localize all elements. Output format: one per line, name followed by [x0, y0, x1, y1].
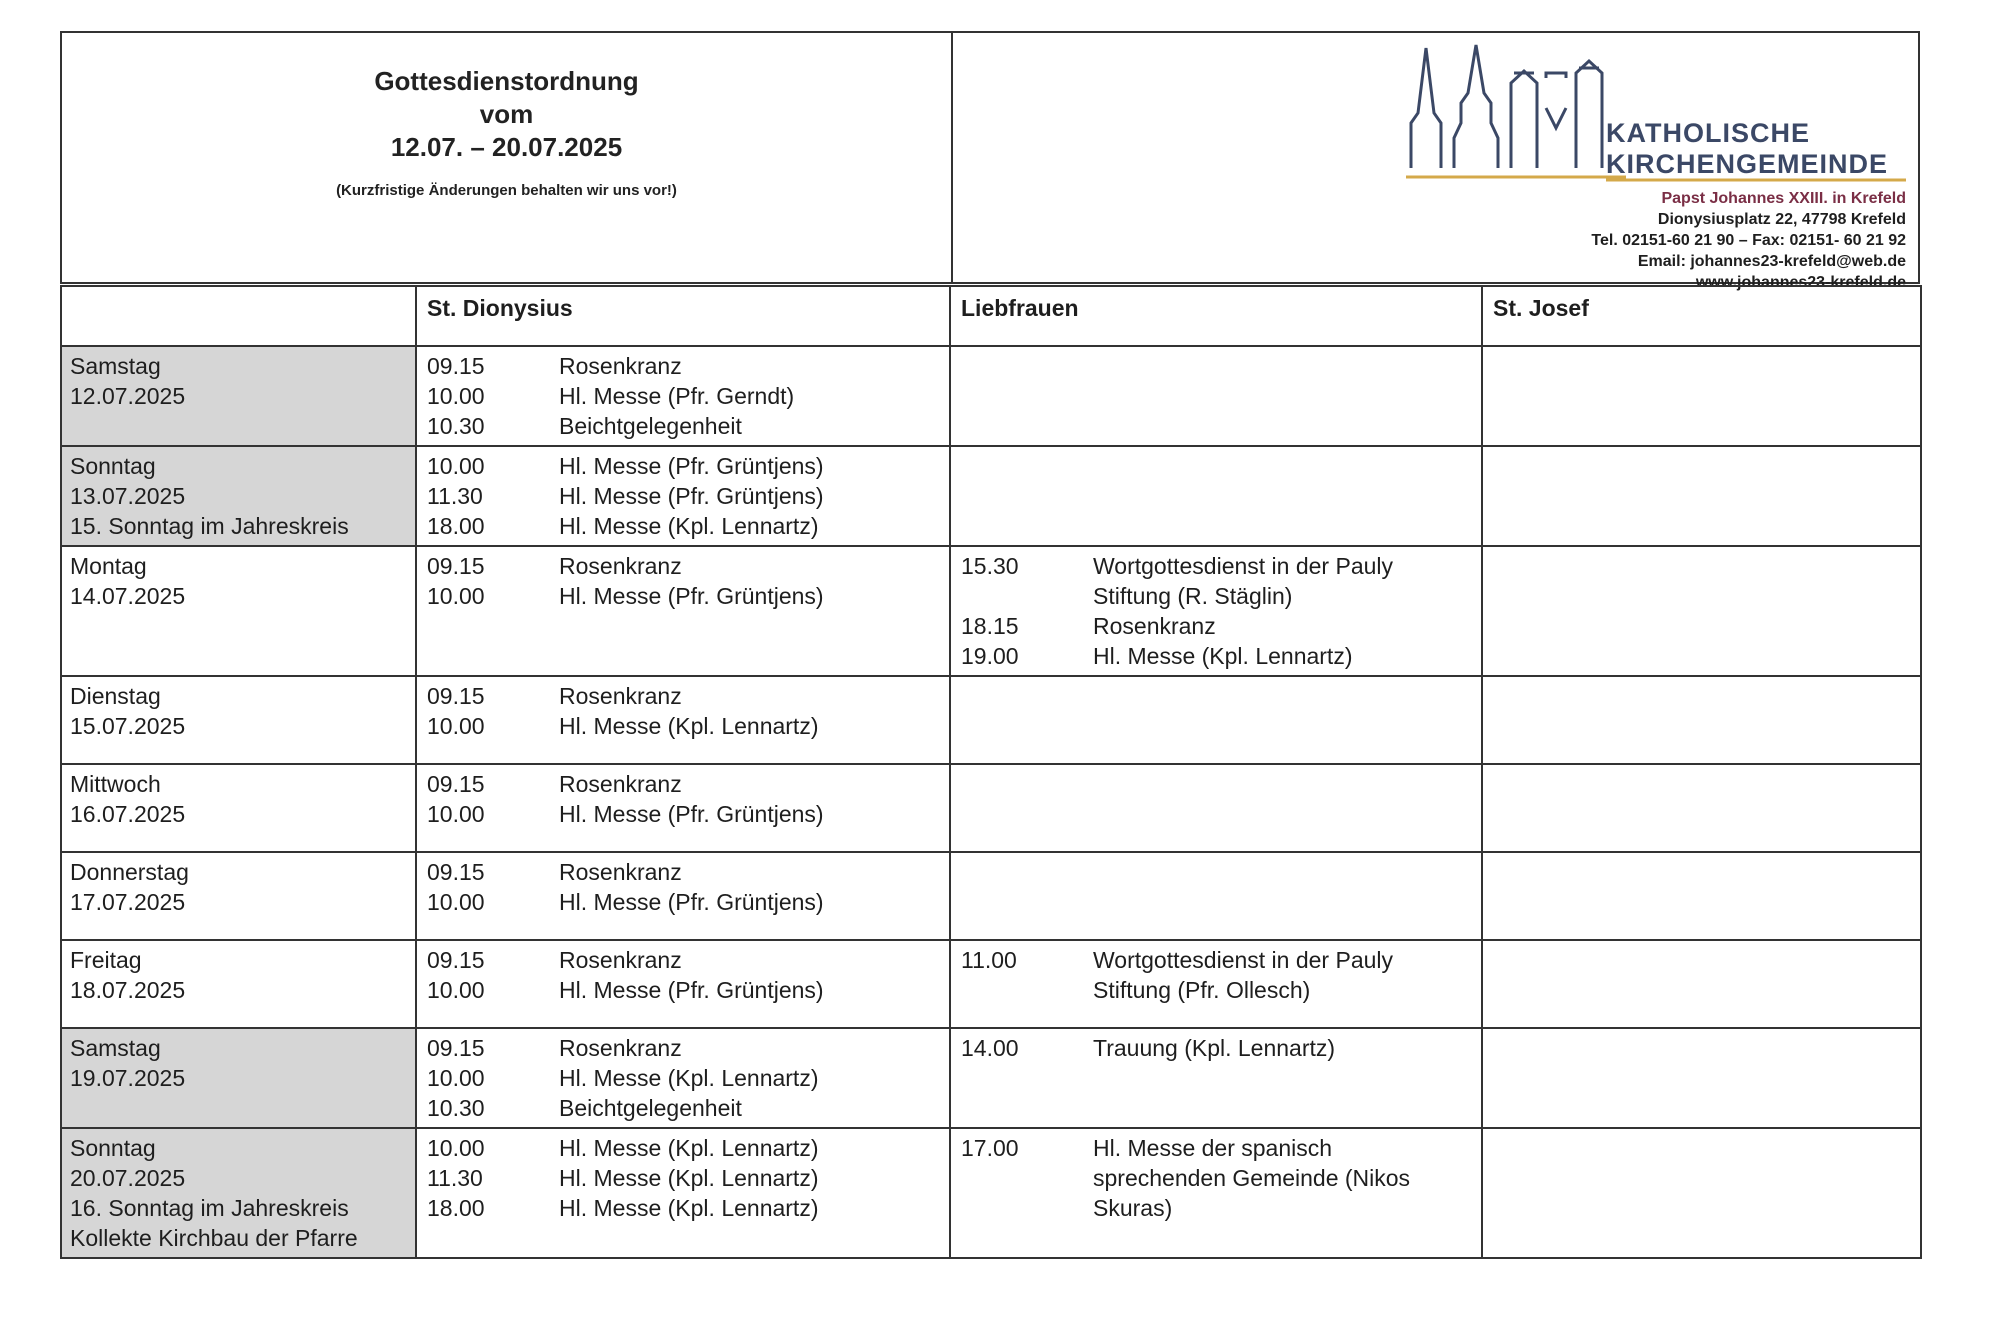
service-description: Hl. Messe (Pfr. Grüntjens)	[559, 977, 824, 1003]
service-description: Rosenkranz	[559, 859, 682, 885]
josef-cell	[1482, 852, 1921, 940]
day-line: Freitag	[70, 947, 142, 973]
contact-block	[1591, 188, 1906, 293]
service-description: Hl. Messe (Pfr. Grüntjens)	[559, 801, 824, 827]
service-description: Hl. Messe (Kpl. Lennartz)	[559, 1165, 819, 1191]
service-time: 10.00	[427, 713, 485, 739]
service-description: Hl. Messe (Pfr. Grüntjens)	[559, 889, 824, 915]
service-time: 11.30	[427, 483, 483, 509]
service-time: 14.00	[961, 1035, 1019, 1061]
josef-cell	[1482, 1028, 1921, 1128]
dionysius-cell	[416, 940, 950, 1028]
service-time: 17.00	[961, 1135, 1019, 1161]
service-time: 09.15	[427, 553, 485, 579]
dionysius-cell	[416, 1128, 950, 1258]
service-entry	[427, 711, 939, 741]
title-note: (Kurzfristige Änderungen behalten wir uns vor!)	[336, 182, 677, 199]
schedule-row	[61, 1128, 1921, 1258]
day-line: 14.07.2025	[70, 583, 186, 609]
liebfrauen-cell	[950, 764, 1482, 852]
service-description: Rosenkranz	[559, 771, 682, 797]
service-description: Hl. Messe (Pfr. Grüntjens)	[559, 453, 824, 479]
day-cell	[61, 852, 416, 940]
service-description: Hl. Messe (Kpl. Lennartz)	[559, 713, 819, 739]
day-cell	[61, 346, 416, 446]
service-time: 11.30	[427, 1165, 483, 1191]
service-description: Hl. Messe (Kpl. Lennartz)	[559, 513, 819, 539]
liebfrauen-cell	[950, 940, 1482, 1028]
service-description: Wortgottesdienst in der Pauly Stiftung (Pfr. Ollesch)	[1093, 947, 1394, 1003]
org-email: Email: johannes23-krefeld@web.de	[1637, 253, 1906, 270]
liebfrauen-cell	[950, 546, 1482, 676]
service-description: Trauung (Kpl. Lennartz)	[1093, 1035, 1336, 1061]
service-time: 10.00	[427, 977, 485, 1003]
service-description: Rosenkranz	[559, 683, 682, 709]
service-description: Hl. Messe (Pfr. Grüntjens)	[559, 583, 824, 609]
service-description: Hl. Messe (Pfr. Gerndt)	[559, 383, 795, 409]
liebfrauen-cell	[950, 676, 1482, 764]
josef-cell	[1482, 1128, 1921, 1258]
service-entry	[427, 381, 939, 411]
header-box	[60, 31, 1920, 291]
service-entry	[427, 799, 939, 829]
title-line-1: Gottesdienstordnung	[374, 66, 639, 96]
service-description: Wortgottesdienst in der Pauly Stiftung (R. Stäglin)	[1093, 553, 1394, 609]
service-time: 19.00	[961, 643, 1019, 669]
day-line: Montag	[70, 553, 147, 579]
service-time: 09.15	[427, 771, 485, 797]
service-time: 09.15	[427, 1035, 485, 1061]
day-line: Donnerstag	[70, 859, 189, 885]
service-time: 09.15	[427, 683, 485, 709]
day-cell	[61, 546, 416, 676]
liebfrauen-cell	[950, 346, 1482, 446]
day-line: Samstag	[70, 353, 161, 379]
day-line: 20.07.2025	[70, 1165, 186, 1191]
day-line: 15.07.2025	[70, 713, 186, 739]
day-cell	[61, 446, 416, 546]
service-entry	[427, 351, 939, 381]
day-line: 13.07.2025	[70, 483, 186, 509]
service-description: Hl. Messe (Pfr. Grüntjens)	[559, 483, 824, 509]
service-time: 18.15	[961, 613, 1019, 639]
service-time: 09.15	[427, 353, 485, 379]
schedule-table	[60, 285, 1922, 1259]
dionysius-cell	[416, 446, 950, 546]
schedule-row	[61, 764, 1921, 852]
dionysius-cell	[416, 546, 950, 676]
day-cell	[61, 1028, 416, 1128]
org-address: Dionysiusplatz 22, 47798 Krefeld	[1657, 211, 1906, 228]
org-website: www.johannes23-krefeld.de	[1695, 274, 1906, 291]
day-line: Sonntag	[70, 453, 156, 479]
service-description: Hl. Messe (Kpl. Lennartz)	[559, 1195, 819, 1221]
service-entry	[427, 857, 939, 887]
schedule-row	[61, 852, 1921, 940]
service-time: 10.00	[427, 1135, 485, 1161]
schedule-row	[61, 676, 1921, 764]
column-header-row	[61, 286, 1921, 346]
service-entry	[427, 975, 939, 1005]
schedule-row	[61, 1028, 1921, 1128]
column-header-st-josef: St. Josef	[1482, 286, 1921, 346]
service-time: 18.00	[427, 1195, 485, 1221]
service-entry	[961, 641, 1471, 671]
service-entry	[427, 945, 939, 975]
service-entry	[427, 887, 939, 917]
day-line: 19.07.2025	[70, 1065, 186, 1091]
column-header-st-dionysius: St. Dionysius	[416, 286, 950, 346]
service-entry	[427, 451, 939, 481]
dionysius-cell	[416, 764, 950, 852]
service-time: 18.00	[427, 513, 485, 539]
service-description: Beichtgelegenheit	[559, 1095, 742, 1121]
day-line: Dienstag	[70, 683, 161, 709]
day-cell	[61, 940, 416, 1028]
josef-cell	[1482, 446, 1921, 546]
day-line: Kollekte Kirchbau der Pfarre	[70, 1225, 358, 1251]
title-line-3: 12.07. – 20.07.2025	[390, 132, 623, 162]
josef-cell	[1482, 940, 1921, 1028]
service-time: 10.00	[427, 583, 485, 609]
day-cell	[61, 676, 416, 764]
service-description: Hl. Messe (Kpl. Lennartz)	[559, 1065, 819, 1091]
service-time: 09.15	[427, 947, 485, 973]
josef-cell	[1482, 546, 1921, 676]
josef-cell	[1482, 764, 1921, 852]
day-line: 15. Sonntag im Jahreskreis	[70, 513, 349, 539]
service-entry	[427, 1133, 939, 1163]
service-entry	[427, 481, 939, 511]
service-description: Beichtgelegenheit	[559, 413, 742, 439]
column-header-liebfrauen: Liebfrauen	[950, 286, 1482, 346]
service-entry	[427, 1033, 939, 1063]
schedule-row	[61, 546, 1921, 676]
service-entry	[427, 1193, 939, 1223]
service-description: Rosenkranz	[1093, 613, 1216, 639]
title-line-2: vom	[479, 99, 534, 129]
josef-cell	[1482, 346, 1921, 446]
liebfrauen-cell	[950, 852, 1482, 940]
dionysius-cell	[416, 852, 950, 940]
day-line: 17.07.2025	[70, 889, 186, 915]
org-subtitle: Papst Johannes XXIII. in Krefeld	[1661, 190, 1906, 207]
service-entry	[961, 945, 1471, 1005]
org-name-line2: KIRCHENGEMEINDE	[1606, 149, 1889, 179]
service-entry	[427, 411, 939, 441]
day-line: 16. Sonntag im Jahreskreis	[70, 1195, 349, 1221]
service-entry	[427, 581, 939, 611]
schedule-row	[61, 346, 1921, 446]
service-entry	[427, 1093, 939, 1123]
org-phone: Tel. 02151-60 21 90 – Fax: 02151- 60 21 92	[1591, 232, 1906, 249]
schedule-row	[61, 446, 1921, 546]
service-time: 09.15	[427, 859, 485, 885]
title-block	[62, 65, 951, 199]
service-entry	[427, 681, 939, 711]
day-line: Mittwoch	[70, 771, 161, 797]
day-line: Samstag	[70, 1035, 161, 1061]
org-name-line1: KATHOLISCHE	[1606, 118, 1810, 148]
service-time: 15.30	[961, 553, 1019, 579]
service-entry	[427, 511, 939, 541]
service-entry	[427, 1063, 939, 1093]
dionysius-cell	[416, 676, 950, 764]
church-skyline-icon	[1406, 43, 1626, 183]
schedule-row	[61, 940, 1921, 1028]
header-divider	[951, 33, 953, 282]
service-time: 10.00	[427, 1065, 485, 1091]
liebfrauen-cell	[950, 446, 1482, 546]
service-entry	[427, 1163, 939, 1193]
schedule-body	[61, 346, 1921, 1258]
service-entry	[961, 611, 1471, 641]
service-entry	[961, 551, 1471, 611]
service-description: Rosenkranz	[559, 1035, 682, 1061]
service-time: 10.30	[427, 1095, 485, 1121]
josef-cell	[1482, 676, 1921, 764]
parish-logo	[1406, 43, 1906, 291]
service-time: 10.00	[427, 383, 485, 409]
service-description: Rosenkranz	[559, 553, 682, 579]
service-description: Hl. Messe der spanisch sprechenden Gemeinde (Nikos Skuras)	[1093, 1135, 1411, 1221]
day-line: Sonntag	[70, 1135, 156, 1161]
day-cell	[61, 764, 416, 852]
service-entry	[961, 1133, 1471, 1223]
service-description: Rosenkranz	[559, 947, 682, 973]
day-cell	[61, 1128, 416, 1258]
service-entry	[961, 1033, 1471, 1063]
liebfrauen-cell	[950, 1028, 1482, 1128]
dionysius-cell	[416, 346, 950, 446]
service-description: Rosenkranz	[559, 353, 682, 379]
liebfrauen-cell	[950, 1128, 1482, 1258]
dionysius-cell	[416, 1028, 950, 1128]
column-header-day	[61, 286, 416, 346]
service-time: 10.00	[427, 453, 485, 479]
service-time: 10.00	[427, 801, 485, 827]
day-line: 12.07.2025	[70, 383, 186, 409]
service-time: 10.30	[427, 413, 485, 439]
service-time: 11.00	[961, 947, 1017, 973]
service-description: Hl. Messe (Kpl. Lennartz)	[1093, 643, 1353, 669]
day-line: 16.07.2025	[70, 801, 186, 827]
service-entry	[427, 551, 939, 581]
service-time: 10.00	[427, 889, 485, 915]
service-entry	[427, 769, 939, 799]
service-description: Hl. Messe (Kpl. Lennartz)	[559, 1135, 819, 1161]
day-line: 18.07.2025	[70, 977, 186, 1003]
